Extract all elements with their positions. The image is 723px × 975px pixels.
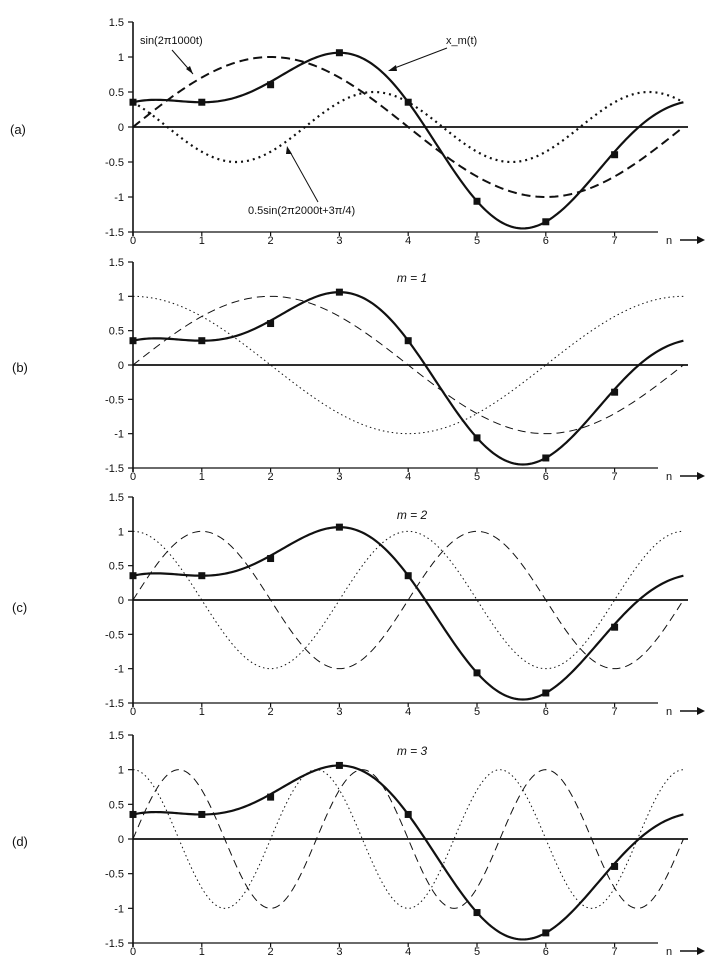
x-tick-label: 0 [129,706,137,718]
y-tick-label: -1.5 [105,938,124,950]
sample-point [336,762,343,769]
y-tick-label: 0 [117,595,124,607]
series-xm [133,765,683,939]
x-axis-label: n [665,471,673,483]
y-tick-label: -1 [114,903,124,916]
x-tick-label: 5 [473,471,481,483]
sample-point [405,572,412,579]
x-tick-label: 6 [542,946,549,958]
sample-point [130,572,137,579]
x-axis-label: n [665,946,673,958]
x-tick-label: 7 [611,235,618,247]
sample-point [611,863,618,870]
panel-label: (d) [12,834,28,849]
sample-point [267,555,274,562]
y-tick-label: 0.5 [108,560,124,573]
y-tick-label: -0.5 [105,157,124,169]
sample-point [267,320,274,327]
x-tick-label: 6 [542,471,549,483]
sample-point [198,811,205,818]
x-tick-label: 3 [336,235,343,247]
x-tick-label: 7 [611,706,618,718]
panel-3 [12,492,705,718]
panel-label: (a) [10,122,26,137]
y-tick-label: -1.5 [105,227,124,239]
sample-point [267,794,274,801]
sample-point [474,909,481,916]
sample-point [542,689,549,696]
series-xm [133,53,683,229]
x-tick-label: 3 [336,471,343,483]
x-arrow-head [697,947,705,955]
y-tick-label: 0.5 [108,325,124,338]
x-tick-label: 5 [473,235,481,247]
x-tick-label: 1 [198,946,205,958]
y-tick-label: 1.5 [108,492,124,504]
panel-1 [10,17,705,247]
x-tick-label: 1 [198,235,205,247]
annotation-leader [392,48,447,69]
m-label: m = 1 [396,271,428,285]
y-tick-label: -0.5 [105,394,124,407]
x-arrow-head [697,472,705,480]
panel-label: (c) [12,600,28,615]
x-axis-label: n [665,235,673,247]
x-tick-label: 6 [542,706,549,718]
m-label: m = 3 [396,744,428,758]
x-tick-label: 2 [267,946,274,958]
sample-point [198,572,205,579]
annotation-arrowhead [286,146,292,154]
y-tick-label: -0.5 [105,868,124,881]
y-tick-label: -0.5 [105,629,124,642]
sample-point [336,289,343,296]
y-tick-label: 0.5 [108,87,124,99]
y-tick-label: -1.5 [105,698,124,710]
annotation-leader [289,150,318,202]
x-tick-label: 4 [405,946,412,958]
x-tick-label: 6 [542,235,549,247]
sample-point [405,811,412,818]
x-tick-label: 5 [473,706,481,718]
m-label: m = 2 [396,508,428,522]
sample-point [405,99,412,106]
series-xm [133,527,683,699]
x-tick-label: 2 [267,706,274,718]
sample-point [542,454,549,461]
y-tick-label: 0.5 [108,799,124,812]
sample-point [474,198,481,205]
x-tick-label: 5 [473,946,481,958]
sample-point [198,99,205,106]
y-tick-label: 1 [117,52,124,64]
panel-label: (b) [12,360,28,375]
y-tick-label: -1 [114,663,124,676]
x-tick-label: 0 [129,471,137,483]
x-tick-label: 3 [336,706,343,718]
x-tick-label: 3 [336,946,343,958]
y-tick-label: -1 [114,192,124,204]
y-tick-label: 1.5 [108,17,124,29]
y-tick-label: 0 [117,360,124,372]
sample-point [611,151,618,158]
sample-point [474,669,481,676]
x-tick-label: 4 [405,235,412,247]
x-tick-label: 4 [405,706,412,718]
sample-point [130,811,137,818]
x-tick-label: 0 [129,235,137,247]
sample-point [267,81,274,88]
sample-point [542,929,549,936]
x-tick-label: 0 [129,946,137,958]
sample-point [405,337,412,344]
y-tick-label: 1 [117,764,124,777]
x-tick-label: 1 [198,471,205,483]
sample-point [611,389,618,396]
y-tick-label: 1.5 [108,730,124,742]
y-tick-label: 1 [117,526,124,539]
series-xm [133,292,683,464]
y-tick-label: 0 [117,834,124,846]
y-tick-label: -1.5 [105,463,124,475]
sample-point [336,49,343,56]
x-tick-label: 2 [267,471,274,483]
panel-4 [12,730,705,958]
annotation-arrowhead [388,65,397,71]
sample-point [130,99,137,106]
panel-2 [12,257,705,483]
x-tick-label: 2 [267,235,274,247]
y-tick-label: -1 [114,428,124,441]
x-axis-label: n [665,706,673,718]
sample-point [336,524,343,531]
sample-point [542,218,549,225]
x-tick-label: 7 [611,946,618,958]
annotation-sin-1000: sin(2π1000t) [140,35,203,47]
annotation-sin-2000: 0.5sin(2π2000t+3π/4) [248,205,356,217]
x-tick-label: 1 [198,706,205,718]
y-tick-label: 1.5 [108,257,124,269]
y-tick-label: 0 [117,122,124,134]
y-tick-label: 1 [117,291,124,304]
sample-point [474,434,481,441]
annotation-xm: x_m(t) [446,35,478,47]
x-tick-label: 7 [611,471,618,483]
x-arrow-head [697,707,705,715]
x-arrow-head [697,236,705,244]
sample-point [611,624,618,631]
x-tick-label: 4 [405,471,412,483]
sample-point [130,337,137,344]
sample-point [198,337,205,344]
